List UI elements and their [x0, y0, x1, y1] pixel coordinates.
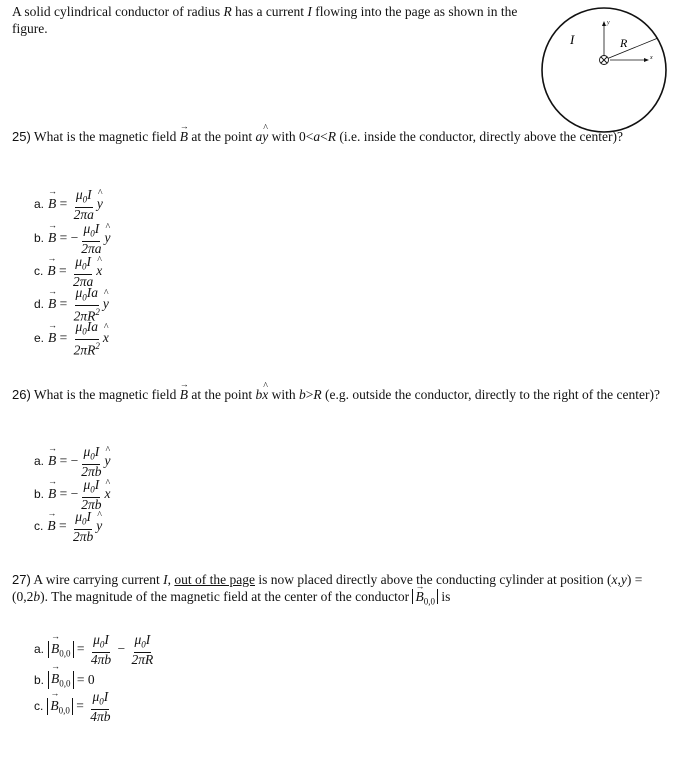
x-axis-label: x — [650, 55, 653, 61]
question-26: 26) What is the magnetic field → B at the point b^ x with b>R (e.g. outside the conductor, directly to the right of the center)? — [12, 386, 662, 403]
question-number: 25) — [12, 129, 31, 144]
q26-option-a[interactable]: a. → B = − $\frac{\mu_0I}{2\pi b}$ ^ y — [34, 445, 111, 478]
intro-text: A solid cylindrical conductor of radius R has a current I flowing into the page as shown in the figure. — [12, 4, 518, 36]
q25-option-d[interactable]: d. → B = $\frac{\mu_0Ia}{2\pi R^2}$ ^ y — [34, 286, 109, 322]
q26-option-b[interactable]: b. → B = − $\frac{\mu_0I}{2\pi b}$ ^ x — [34, 478, 111, 511]
cylinder-figure — [540, 2, 670, 138]
q25-option-b[interactable]: b. → B = − $\frac{\mu_0I}{2\pi a}$ ^ y — [34, 222, 111, 255]
q27-option-a[interactable]: a. → $B_{0,0}$ = $\frac{\mu_0I}{4\pi b}$ − $\frac{\mu_0I}{2\pi R}$ — [34, 633, 156, 666]
q27-option-c[interactable]: c. → $B_{0,0}$ = $\frac{\mu_0I}{4\pi b}$ — [34, 690, 113, 723]
q25-option-e[interactable]: e. → B = $\frac{\mu_0Ia}{2\pi R^2}$ ^ x — [34, 320, 109, 356]
q25-option-c[interactable]: c. → B = $\frac{\mu_0I}{2\pi a}$ ^ x — [34, 255, 102, 288]
q26-option-c[interactable]: c. → B = $\frac{\mu_0I}{2\pi b}$ ^ y — [34, 510, 102, 543]
question-number: 27) — [12, 572, 31, 587]
q25-option-a[interactable]: a. → B = $\frac{\mu_0I}{2\pi a}$ ^ y — [34, 188, 103, 221]
q27-option-b[interactable]: b. → $B_{0,0}$ = 0 — [34, 671, 95, 689]
y-axis-label: y — [607, 20, 610, 26]
question-number: 26) — [12, 387, 31, 402]
radius-label: R — [620, 36, 628, 50]
out-of-page-underline: out of the page — [174, 572, 255, 587]
question-25: 25) What is the magnetic field → B at the point a^ y with 0<a<R (i.e. inside the conductor, directly above the center)? — [12, 128, 662, 145]
current-label: I — [570, 32, 575, 47]
q25-text-cont — [35, 143, 135, 160]
question-27: 27) A wire carrying current I, out of the page is now placed directly above the conducting cylinder at position (x,y) = (0,2b). The magnitude of the magnetic field at the center of the conductor → $B_{0,0}$ is — [12, 571, 662, 611]
